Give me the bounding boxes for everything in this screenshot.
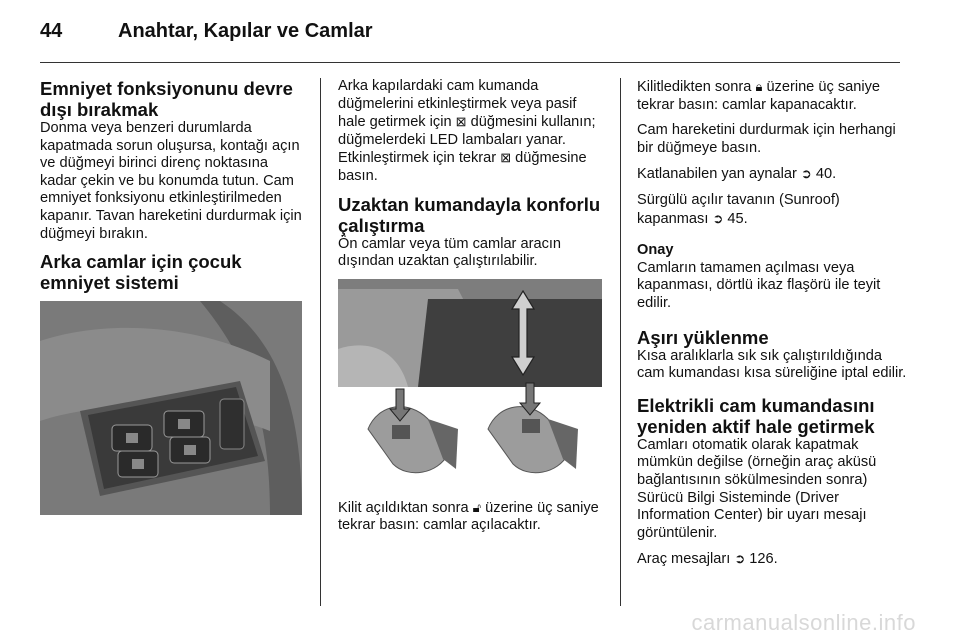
page-ref-icon: ➲: [712, 210, 724, 226]
paragraph: Sürgülü açılır tavanın (Sunroof) kapanması ➲ 45.: [637, 191, 840, 227]
section-title: Elektrikli cam kumandasını yeniden aktif hale getirmek: [637, 394, 875, 437]
paragraph: Kilitledikten sonra 🔒︎ üzerine üç saniye tekrar basın: camlar kapanacaktır.: [637, 79, 881, 113]
page-ref-icon: ➲: [800, 166, 812, 182]
page-reference[interactable]: 40.: [815, 166, 837, 183]
page-ref-icon: ➲: [734, 551, 746, 567]
column-1: [40, 78, 304, 515]
section-title: Aşırı yüklenme: [637, 326, 769, 348]
section-body: Ön camlar veya tüm camlar aracın dışından uzaktan çalıştırılabilir.: [338, 235, 562, 270]
rear-window-lock-icon: ⊠: [455, 114, 467, 130]
section-body: Camları otomatik olarak kapatmak mümkün değilse (örneğin araç aküsü bağlantısının sökülmesinden sonra) Sürücü Bilgi Sisteminde (Driver Information Center) bir uyarı mesajı görüntülenir.: [637, 436, 877, 541]
section-body: Donma veya benzeri durumlarda kapatmada sorun oluşursa, kontağı açın ve düğmeyi birinci direnç noktasına kadar çekin ve bu konumda tutun. Cam emniyet fonksiyonu etkinleştirilmeden kapanır. Tavan hareketini durdurmak için düğmeyi bırakın.: [40, 120, 302, 242]
watermark: carmanualsonline.info: [691, 610, 916, 635]
page-number: 44: [40, 20, 63, 42]
paragraph: Arka kapılardaki cam kumanda düğmelerini etkinleştirmek veya pasif hale getirmek için ⊠ düğmesini kullanın; düğmelerdeki LED lambaları yanar. Etkinleştirmek için tekrar ⊠ düğmesine basın.: [338, 78, 596, 184]
paragraph: Cam hareketini durdurmak için herhangi bir düğmeye basın.: [637, 122, 896, 156]
column-2: [338, 78, 604, 543]
rear-window-lock-icon: ⊠: [500, 150, 512, 166]
section-title: Arka camlar için çocuk emniyet sistemi: [40, 251, 242, 294]
rear-window-switch-image: [40, 301, 302, 515]
section-body: Camların tamamen açılması veya kapanması, dörtlü ikaz flaşörü ile teyit edilir.: [637, 259, 881, 311]
section-title: Onay: [637, 242, 674, 259]
lock-icon: 🔒︎: [755, 79, 763, 94]
paragraph: Araç mesajları ➲ 126.: [637, 551, 778, 568]
paragraph: Katlanabilen yan aynalar ➲ 40.: [637, 166, 837, 183]
section-body: Kısa aralıklarla sık sık çalıştırıldığında cam kumandası kısa süreliğine iptal edilir.: [637, 347, 907, 382]
header-divider: [40, 62, 900, 63]
paragraph: Kilit açıldıktan sonra 🔓︎ üzerine üç saniye tekrar basın: camlar açılacaktır.: [338, 499, 599, 534]
section-title: Uzaktan kumandayla konforlu çalıştırma: [338, 193, 601, 236]
column-3: [637, 78, 907, 577]
remote-window-operation-image: [338, 279, 602, 491]
unlock-icon: 🔓︎: [472, 499, 482, 515]
page-reference[interactable]: 45.: [727, 210, 748, 227]
section-title: Emniyet fonksiyonunu devre dışı bırakmak: [40, 78, 293, 120]
page-reference[interactable]: 126.: [749, 551, 778, 568]
chapter-title: Anahtar, Kapılar ve Camlar: [118, 20, 373, 42]
column-divider: [320, 78, 321, 606]
column-divider: [620, 78, 621, 606]
